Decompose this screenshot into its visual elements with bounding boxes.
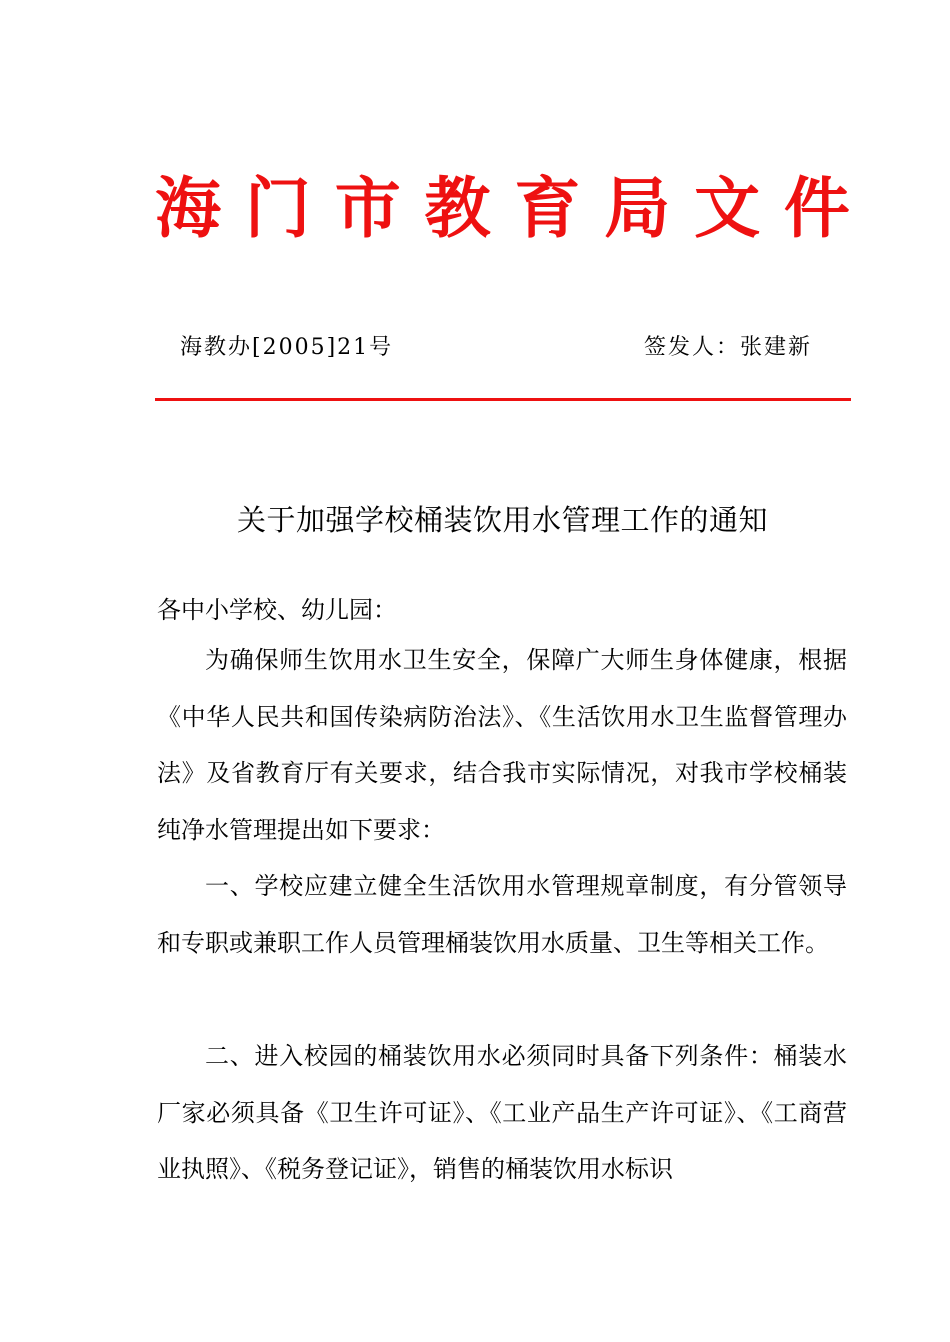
header-char: 门	[244, 169, 311, 247]
header-char: 育	[514, 169, 581, 247]
body-paragraph: 一、学校应建立健全生活饮用水管理规章制度，有分管领导和专职或兼职工作人员管理桶装饮用水质量、卫生等相关工作。	[157, 872, 847, 957]
issuer-signature: 签发人：张建新	[644, 335, 813, 360]
salutation: 各中小学校、幼儿园：	[157, 596, 397, 624]
body-paragraph: 为确保师生饮用水卫生安全，保障广大师生身体健康，根据《中华人民共和国传染病防治法》、《生活饮用水卫生监督管理办法》及省教育厅有关要求，结合我市实际情况，对我市学校桶装纯净水管理提出如下要求：	[157, 646, 847, 844]
document-header	[155, 168, 850, 248]
body-paragraph: 二、进入校园的桶装饮用水必须同时具备下列条件：桶装水厂家必须具备《卫生许可证》、《工业产品生产许可证》、《工商营业执照》、《税务登记证》，销售的桶装饮用水标识	[157, 1042, 847, 1183]
header-char: 件	[783, 169, 850, 247]
header-divider	[155, 398, 851, 401]
header-char: 教	[424, 169, 491, 247]
document-number: 海教办[2005]21号	[180, 335, 394, 360]
header-char: 海	[155, 169, 221, 247]
document-title: 关于加强学校桶装饮用水管理工作的通知	[236, 503, 768, 537]
header-char: 文	[694, 169, 761, 247]
header-char: 局	[604, 169, 671, 247]
header-char: 市	[334, 169, 401, 247]
